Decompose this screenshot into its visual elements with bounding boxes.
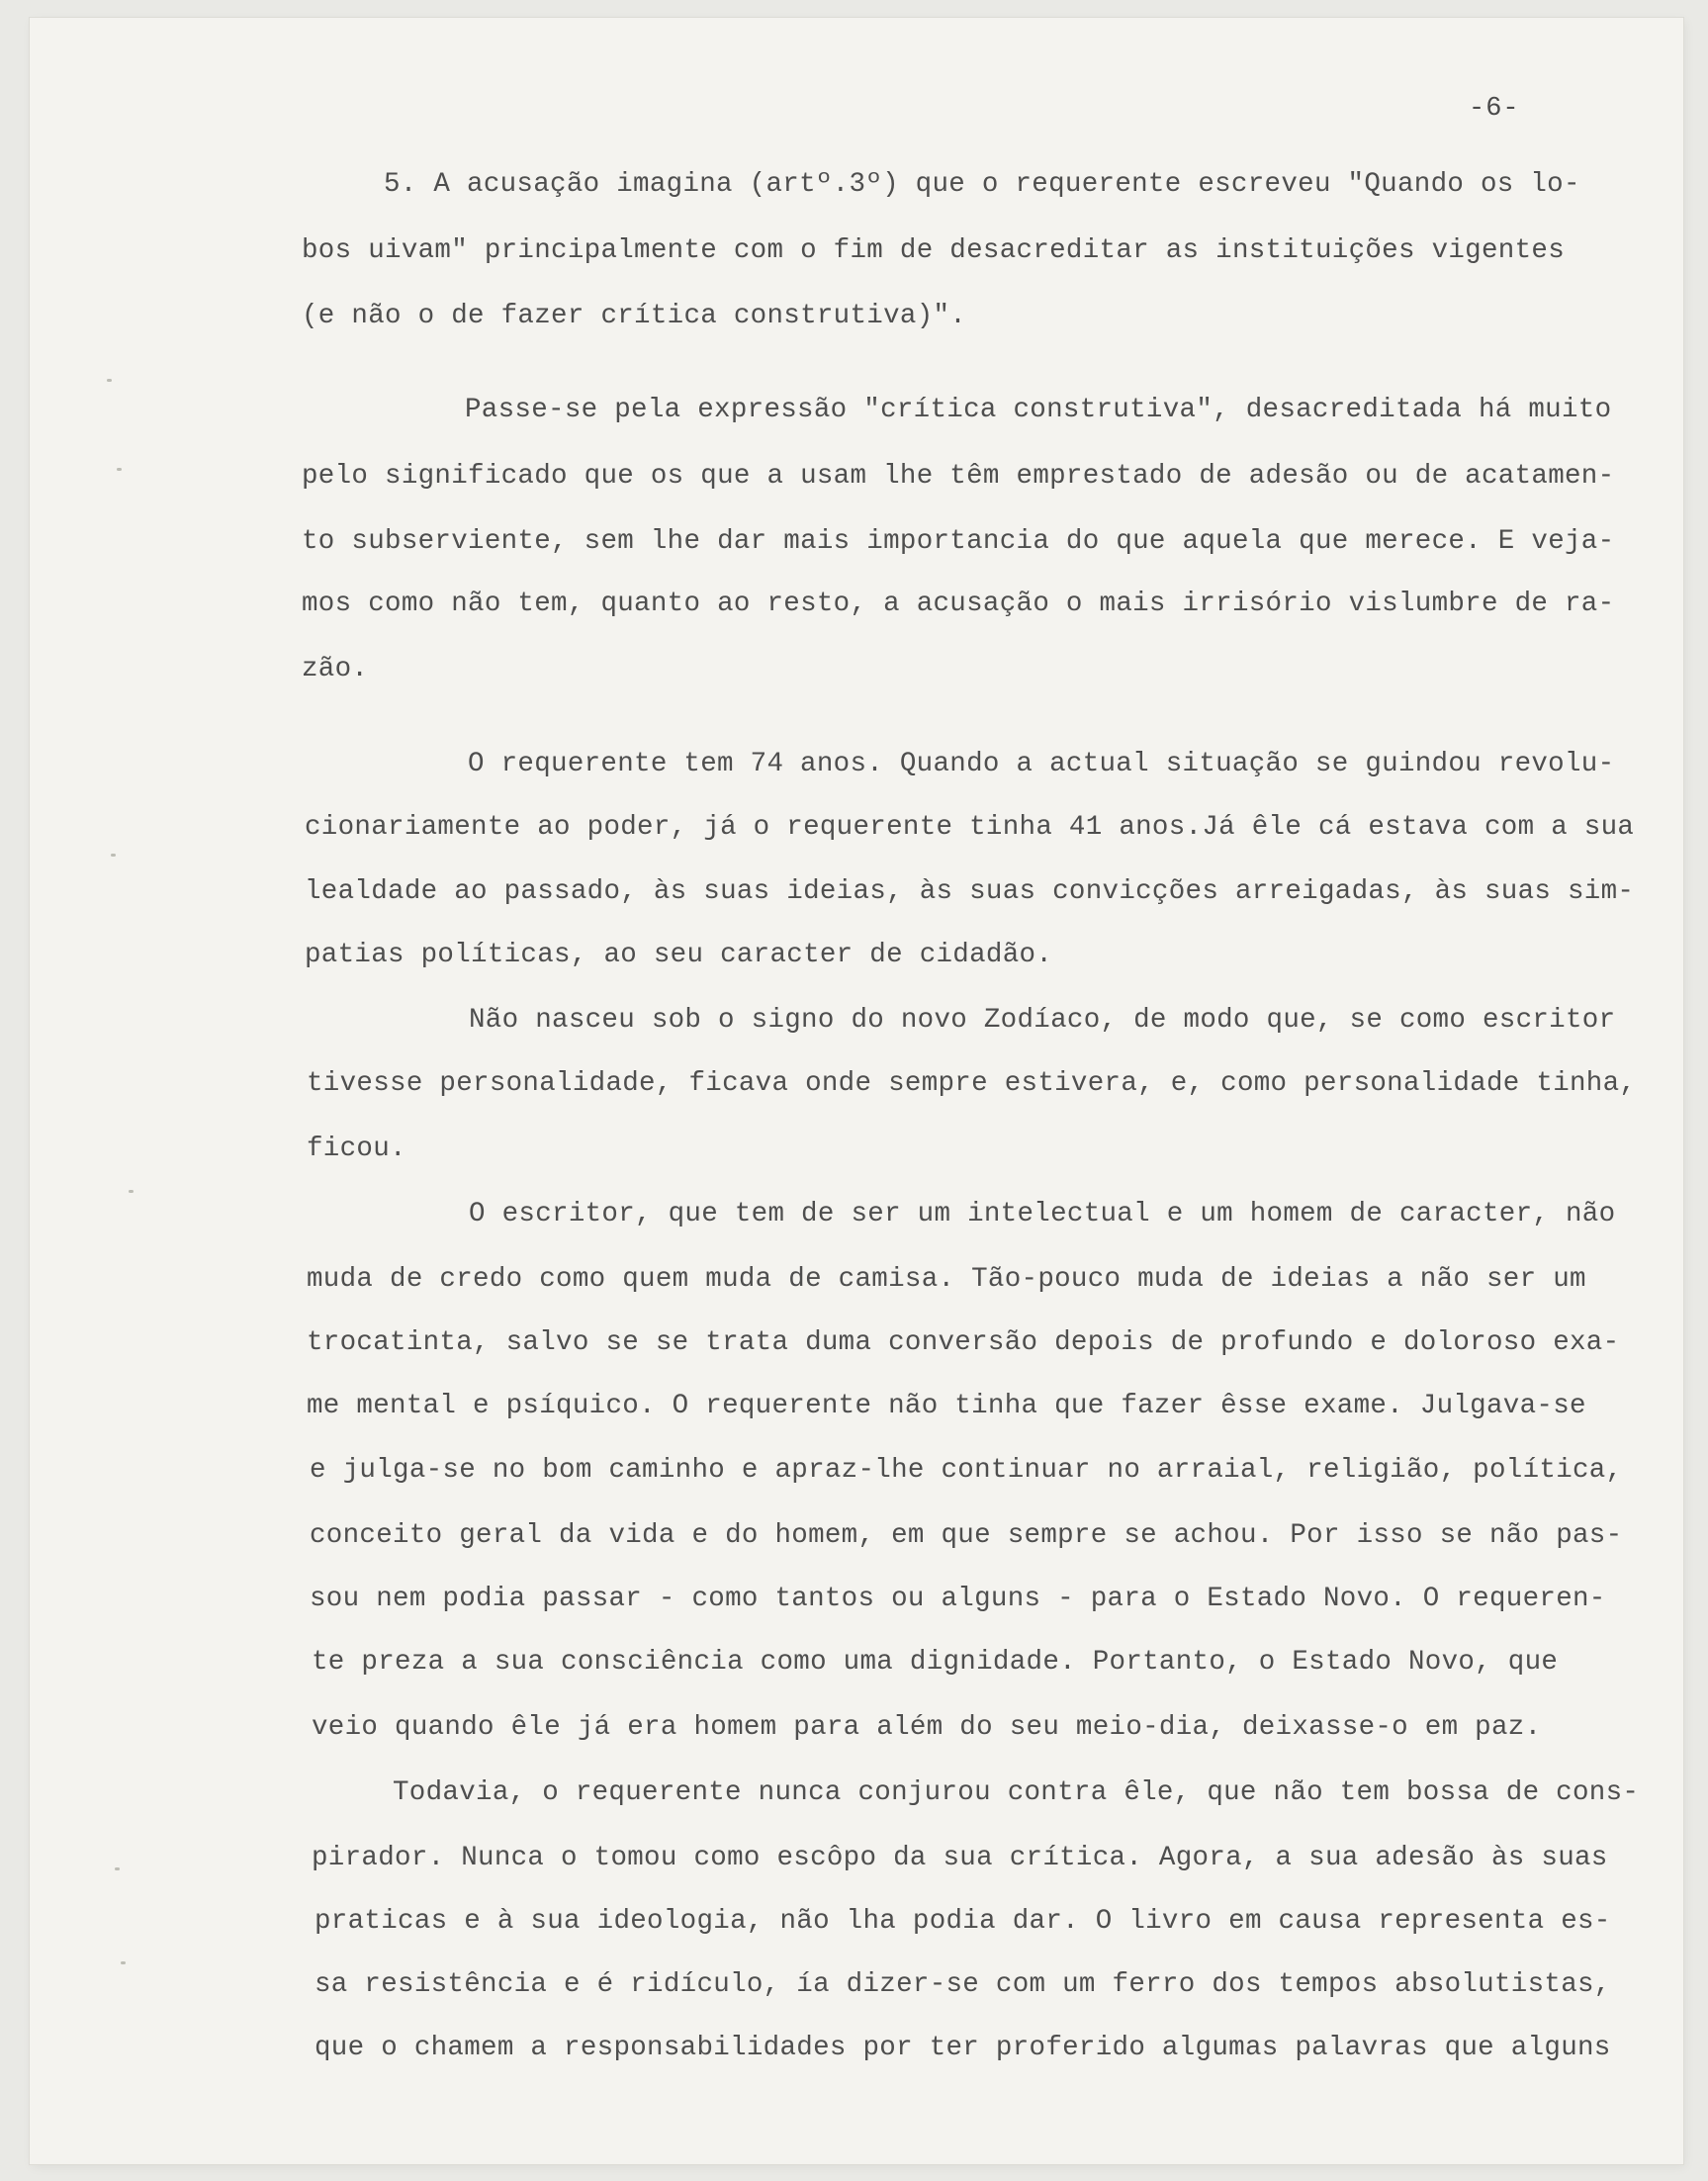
paper-speck <box>129 1190 134 1193</box>
text-line: trocatinta, salvo se se trata duma conversão depois de profundo e doloroso exa- <box>307 1327 1620 1358</box>
text-line: e julga-se no bom caminho e apraz-lhe continuar no arraial, religião, política, <box>310 1455 1623 1486</box>
text-line: te preza a sua consciência como uma dignidade. Portanto, o Estado Novo, que <box>312 1647 1559 1678</box>
paper-speck <box>121 1961 126 1964</box>
paper-speck <box>115 1867 120 1870</box>
text-line: sa resistência e é ridículo, ía dizer-se com um ferro dos tempos absolutistas, <box>315 1969 1611 2000</box>
text-line: O requerente tem 74 anos. Quando a actual situação se guindou revolu- <box>468 749 1615 779</box>
text-line: patias políticas, ao seu caracter de cidadão. <box>305 940 1053 970</box>
text-line: bos uivam" principalmente com o fim de desacreditar as instituições vigentes <box>302 235 1566 266</box>
text-line: lealdade ao passado, às suas ideias, às suas convicções arreigadas, às suas sim- <box>305 876 1635 907</box>
text-line: pelo significado que os que a usam lhe têm emprestado de adesão ou de acatamen- <box>302 461 1615 492</box>
text-line: Todavia, o requerente nunca conjurou contra êle, que não tem bossa de cons- <box>393 1777 1640 1808</box>
text-line: pirador. Nunca o tomou como escôpo da sua crítica. Agora, a sua adesão às suas <box>312 1843 1608 1873</box>
text-line: O escritor, que tem de ser um intelectual e um homem de caracter, não <box>469 1199 1616 1229</box>
text-line: sou nem podia passar - como tantos ou alguns - para o Estado Novo. O requeren- <box>310 1584 1606 1614</box>
text-line: veio quando êle já era homem para além do seu meio-dia, deixasse-o em paz. <box>312 1712 1542 1743</box>
text-line: que o chamem a responsabilidades por ter proferido algumas palavras que alguns <box>315 2033 1611 2063</box>
paper-speck <box>117 468 122 471</box>
paper-speck <box>107 379 112 382</box>
text-line: (e não o de fazer crítica construtiva)". <box>302 301 967 331</box>
text-line: zão. <box>302 654 369 684</box>
text-line: tivesse personalidade, ficava onde sempre estivera, e, como personalidade tinha, <box>307 1068 1637 1099</box>
text-line: mos como não tem, quanto ao resto, a acusação o mais irrisório vislumbre de ra- <box>302 589 1615 619</box>
paper-speck <box>111 854 116 857</box>
text-line: me mental e psíquico. O requerente não tinha que fazer êsse exame. Julgava-se <box>307 1391 1586 1421</box>
text-line: muda de credo como quem muda de camisa. Tão-pouco muda de ideias a não ser um <box>307 1264 1586 1295</box>
text-line: praticas e à sua ideologia, não lha podia dar. O livro em causa representa es- <box>315 1906 1611 1937</box>
text-line: Não nasceu sob o signo do novo Zodíaco, de modo que, se como escritor <box>469 1005 1616 1036</box>
page-number: -6- <box>1469 94 1520 124</box>
text-line: to subserviente, sem lhe dar mais importancia do que aquela que merece. E veja- <box>302 526 1615 557</box>
text-line: Passe-se pela expressão "crítica construtiva", desacreditada há muito <box>465 395 1612 425</box>
text-line: cionariamente ao poder, já o requerente tinha 41 anos.Já êle cá estava com a sua <box>305 812 1635 843</box>
text-line: conceito geral da vida e do homem, em que sempre se achou. Por isso se não pas- <box>310 1520 1623 1551</box>
text-line: ficou. <box>307 1134 406 1164</box>
text-line: 5. A acusação imagina (artº.3º) que o requerente escreveu "Quando os lo- <box>384 169 1580 200</box>
